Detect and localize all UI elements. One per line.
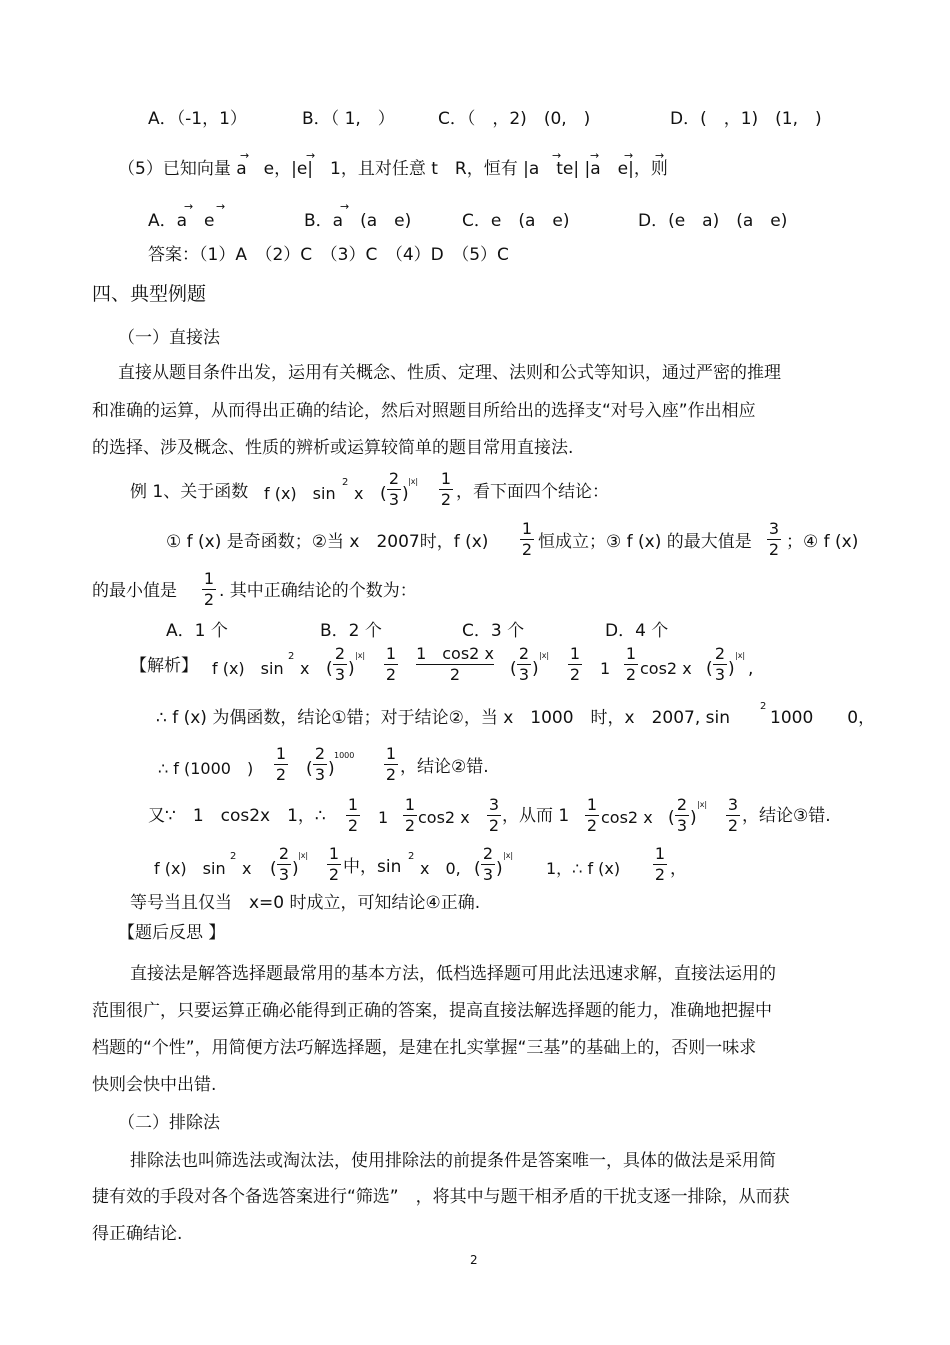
- exponent-abs-x: |x|: [355, 651, 366, 660]
- solution-cos: cos2 x: [640, 659, 692, 678]
- paren-left: (: [306, 759, 313, 779]
- solution-label: 【解析】: [130, 656, 198, 676]
- fraction-three-halves: 3 2: [768, 519, 780, 559]
- exponent-1000: 1000: [334, 751, 355, 760]
- fraction-one-half: 1 2: [385, 644, 397, 684]
- paren-left: (: [326, 659, 333, 679]
- example1-option-a: A．1 个: [166, 621, 228, 641]
- solution-line-4: 又∵ 1 cos2x 1，∴: [148, 806, 326, 826]
- example1-option-b: B．2 个: [320, 621, 382, 641]
- exponent: 2: [230, 851, 237, 862]
- solution-cos: cos2 x: [601, 808, 653, 827]
- method2-title: （二）排除法: [118, 1113, 220, 1133]
- fraction-one-half: 1 2: [569, 644, 581, 684]
- fraction-one-half: 1 2: [625, 644, 637, 684]
- paragraph-line: 范围很广，只要运算正确必能得到正确的答案，提高直接法解选择题的能力，准确地把握中: [92, 1001, 772, 1021]
- exponent: 2: [408, 851, 415, 862]
- paren-left: (: [380, 484, 387, 504]
- solution-line-3: ∴ f (1000 ): [158, 759, 254, 778]
- fraction-one-half: 1 2: [275, 744, 287, 784]
- fraction-three-halves: 3 2: [488, 795, 500, 835]
- example1-option-c: C．3 个: [462, 621, 525, 641]
- paren-left: (: [474, 859, 481, 879]
- paren-right: ): [348, 659, 355, 679]
- q4-option-c: C．（ ，2) (0, ): [438, 109, 591, 129]
- solution-line-2: ∴ f (x) 为偶函数，结论①错；对于结论②，当 x 1000 时，x 2007, sin: [156, 708, 731, 728]
- paren-right: ): [690, 808, 697, 828]
- solution-x: x: [300, 659, 310, 678]
- fraction-one-half: 1 2: [440, 469, 452, 509]
- solution-one: 1: [600, 659, 611, 678]
- answers-line: 答案：（1）A （2）C （3）C （4）D （5）C: [148, 245, 509, 265]
- solution-line-6: 等号当且仅当 x=0 时成立，可知结论④正确.: [130, 893, 481, 913]
- example1-min-value: 的最小值是: [92, 581, 177, 601]
- comma: ,: [748, 659, 754, 679]
- fraction-two-thirds: 2 3: [518, 644, 530, 684]
- paragraph-line: 快则会快中出错.: [92, 1075, 217, 1095]
- exponent: 2: [760, 701, 767, 712]
- paren-left: (: [510, 659, 517, 679]
- vector-arrow: →: [240, 149, 250, 162]
- fraction-two-thirds: 2 3: [388, 469, 400, 509]
- paren-left: (: [270, 859, 277, 879]
- example1-func-x: x: [354, 484, 364, 503]
- reflection-label: 【题后反思 】: [118, 923, 226, 943]
- fraction-one-half: 1 2: [328, 844, 340, 884]
- fraction-three-halves: 3 2: [727, 795, 739, 835]
- solution-cos: cos2 x: [418, 808, 470, 827]
- vector-arrow: →: [184, 200, 194, 213]
- paren-right: ): [402, 484, 409, 504]
- exponent: 2: [342, 477, 349, 488]
- solution-line-3b: ，结论②错.: [400, 757, 489, 777]
- fraction-one-half: 1 2: [203, 569, 215, 609]
- q5-option-b: B．a (a e): [304, 211, 412, 231]
- fraction-one-half: 1 2: [521, 519, 533, 559]
- paren-left: (: [668, 808, 675, 828]
- paren-right: ): [532, 659, 539, 679]
- fraction-one-half: 1 2: [586, 795, 598, 835]
- page-number: 2: [470, 1253, 478, 1267]
- q5-stem: （5）已知向量 a e，|e| 1，且对任意 t R，恒有 |a te| |a e|，则: [118, 159, 668, 179]
- fraction-two-thirds: 2 3: [676, 795, 688, 835]
- solution-line-5c: 中，sin: [343, 857, 402, 877]
- example1-conclusions-b: 恒成立；③ f (x) 的最大值是: [538, 532, 752, 552]
- fraction-two-thirds: 2 3: [314, 744, 326, 784]
- exponent-abs-x: |x|: [298, 851, 309, 860]
- vector-arrow: →: [340, 200, 350, 213]
- method1-title: （一）直接法: [118, 328, 220, 348]
- paragraph-line: 和准确的运算，从而得出正确的结论，然后对照题目所给出的选择支“对号入座”作出相应: [92, 401, 756, 421]
- vector-arrow: →: [590, 149, 600, 162]
- exponent-abs-x: |x|: [408, 477, 419, 486]
- fraction-one-half: 1 2: [404, 795, 416, 835]
- paren-left: (: [706, 659, 713, 679]
- paragraph-line: 直接从题目条件出发，运用有关概念、性质、定理、法则和公式等知识，通过严密的推理: [118, 363, 781, 383]
- fraction-one-minus-cos: 1 cos2 x 2: [416, 644, 494, 684]
- example1-tail: ，看下面四个结论：: [456, 482, 609, 502]
- exponent-abs-x: |x|: [735, 651, 746, 660]
- fraction-two-thirds: 2 3: [278, 844, 290, 884]
- exponent: 2: [288, 651, 295, 662]
- vector-arrow: →: [216, 200, 226, 213]
- exponent-abs-x: |x|: [539, 651, 550, 660]
- solution-line-5e: 1，∴ f (x): [546, 859, 621, 878]
- q5-option-d: D．(e a) (a e): [638, 211, 788, 231]
- paren-right: ): [496, 859, 503, 879]
- example1-conclusions: ① f (x) 是奇函数；②当 x 2007时，f (x): [166, 532, 489, 552]
- example1-question: . 其中正确结论的个数为：: [219, 581, 417, 601]
- q4-option-d: D．( ，1) (1, ): [670, 109, 822, 129]
- paren-right: ): [328, 759, 335, 779]
- section-heading: 四、典型例题: [92, 283, 207, 305]
- example1-conclusions-c: ；④ f (x): [786, 532, 859, 552]
- vector-arrow: →: [552, 149, 562, 162]
- paragraph-line: 的选择、涉及概念、性质的辨析或运算较简单的题目常用直接法.: [92, 438, 574, 458]
- paragraph-line: 档题的“个性”，用简便方法巧解选择题，是建在扎实掌握“三基”的基础上的，否则一味求: [92, 1038, 757, 1058]
- solution-line-5: f (x) sin: [154, 859, 226, 878]
- paragraph-line: 排除法也叫筛选法或淘汰法，使用排除法的前提条件是答案唯一，具体的做法是采用简: [130, 1151, 776, 1171]
- solution-x: x: [242, 859, 252, 878]
- example1-intro: 例 1、关于函数: [130, 482, 249, 502]
- vector-arrow: →: [655, 149, 665, 162]
- exponent-abs-x: |x|: [697, 800, 708, 809]
- fraction-one-half: 1 2: [654, 844, 666, 884]
- paren-right: ): [292, 859, 299, 879]
- solution-func: f (x) sin: [212, 659, 284, 678]
- solution-line-4d: ，从而 1: [502, 806, 570, 826]
- fraction-two-thirds: 2 3: [714, 644, 726, 684]
- solution-one: 1: [378, 808, 389, 827]
- q4-option-a: A．（-1，1）: [148, 109, 247, 129]
- comma: ，: [670, 859, 687, 879]
- q5-option-c: C．e (a e): [462, 211, 570, 231]
- solution-line-4f: ，结论③错.: [742, 806, 831, 826]
- paragraph-line: 捷有效的手段对各个备选答案进行“筛选” ，将其中与题干相矛盾的干扰支逐一排除，从而获: [92, 1187, 790, 1207]
- q5-option-a: A．a e: [148, 211, 215, 231]
- vector-arrow: →: [624, 149, 634, 162]
- solution-line-5d: x 0,: [420, 859, 461, 878]
- q4-option-b: B．（ 1, ）: [302, 109, 395, 129]
- exponent-abs-x: |x|: [503, 851, 514, 860]
- fraction-one-half: 1 2: [347, 795, 359, 835]
- fraction-two-thirds: 2 3: [334, 644, 346, 684]
- vector-arrow: →: [306, 149, 316, 162]
- example1-option-d: D．4 个: [605, 621, 669, 641]
- fraction-one-half: 1 2: [385, 744, 397, 784]
- paragraph-line: 得正确结论.: [92, 1224, 183, 1244]
- example1-func: f (x) sin: [264, 484, 336, 503]
- paragraph-line: 直接法是解答选择题最常用的基本方法，低档选择题可用此法迅速求解，直接法运用的: [130, 964, 776, 984]
- paren-right: ): [728, 659, 735, 679]
- fraction-two-thirds: 2 3: [482, 844, 494, 884]
- solution-line-2b: 1000 0，: [770, 708, 876, 728]
